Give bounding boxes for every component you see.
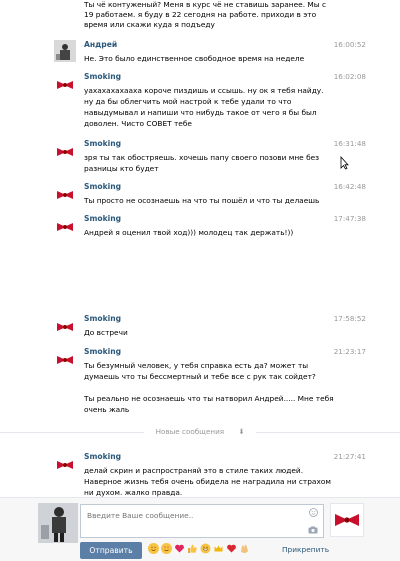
message-text: делай скрин и распространяй это в стиле таких людей. Наверное жизнь тебя очень обидела не наградила ни страхом ни духом. жалко правда. <box>84 466 331 497</box>
message-input[interactable] <box>81 505 323 537</box>
message-time[interactable]: 17:47:38 <box>333 214 366 223</box>
avatar-smoking[interactable] <box>54 349 76 371</box>
thumbs-up-emoji-icon[interactable] <box>187 543 198 554</box>
message-text: Не. Это было единственное свободное время на неделе <box>84 54 305 63</box>
message-time[interactable]: 16:00:52 <box>333 40 366 49</box>
message-author[interactable]: Smoking <box>84 214 122 223</box>
heart-emoji-icon[interactable] <box>174 543 185 554</box>
divider-label: Новые сообщения <box>150 427 231 436</box>
red-heart-emoji-icon[interactable] <box>226 543 237 554</box>
message-text: зря ты так обостряешь. хочешь папу своего позови мне без разницы кто будет <box>84 153 320 173</box>
new-messages-divider <box>0 426 400 438</box>
message-text: уахахахахааха короче пиздишь и ссышь. ну ок я тебя найду. ну да бы облегчить мой настрой к тебе удали то что навыдумывал и напиши что нибудь такое от чего я бы был доволен. Чисто СОВЕТ тебе <box>84 86 324 128</box>
message-time[interactable]: 21:27:41 <box>333 452 366 461</box>
message-author[interactable]: Smoking <box>84 182 122 191</box>
avatar-smoking[interactable] <box>54 184 76 206</box>
send-button[interactable]: Отправить <box>80 542 142 559</box>
message-text-previous: Ты чё контуженый? Меня в курс чё не ставишь заранее. Мы с 19 работаем. я буду в 22 сегодня на работе. приходи в это время или скажи куда я подъеду <box>84 0 327 29</box>
my-avatar[interactable] <box>38 503 78 543</box>
message-composer <box>0 497 400 561</box>
heart-eyes-emoji-icon[interactable] <box>161 543 172 554</box>
grin-emoji-icon[interactable] <box>200 543 211 554</box>
camera-icon[interactable] <box>308 526 318 534</box>
message-text: Андрей я оценил твой ход))) молодец так держать!)) <box>84 228 294 237</box>
mouse-cursor-icon <box>340 156 349 170</box>
avatar-andrey[interactable] <box>54 40 76 62</box>
message-time[interactable]: 16:31:48 <box>333 139 366 148</box>
message-time[interactable]: 16:02:08 <box>333 72 366 81</box>
avatar-smoking[interactable] <box>54 74 76 96</box>
message-author[interactable]: Smoking <box>84 139 122 148</box>
clap-emoji-icon[interactable] <box>239 543 250 554</box>
smile-icon[interactable] <box>309 508 318 517</box>
avatar-smoking[interactable] <box>54 141 76 163</box>
message-author[interactable]: Smoking <box>84 72 122 81</box>
smile-emoji-icon[interactable] <box>148 543 159 554</box>
message-time[interactable]: 17:58:52 <box>333 314 366 323</box>
message-time[interactable]: 21:23:17 <box>333 347 366 356</box>
recipient-avatar[interactable] <box>330 503 364 537</box>
avatar-smoking[interactable] <box>54 454 76 476</box>
arrow-down-icon: ⬇ <box>232 427 250 436</box>
message-author[interactable]: Smoking <box>84 452 122 461</box>
message-text: Ты просто не осознаешь на что ты пошёл и что ты делаешь <box>84 196 320 205</box>
attach-link[interactable]: Прикрепить <box>282 545 330 554</box>
avatar-smoking[interactable] <box>54 316 76 338</box>
message-time[interactable]: 16:42:48 <box>333 182 366 191</box>
message-text: До встречи <box>84 328 128 337</box>
message-author[interactable]: Smoking <box>84 347 122 356</box>
message-author[interactable]: Smoking <box>84 314 122 323</box>
emoji-quick-bar <box>148 543 250 557</box>
message-text: Ты безумный человек, у тебя справка есть да? может ты думаешь что ты бессмертный и тебе все с рук так сойдет? Ты реально не осознаешь что ты натворил Андрей..... Мне тебя очень жаль <box>84 361 334 414</box>
crown-emoji-icon[interactable] <box>213 543 224 554</box>
message-author[interactable]: Андрей <box>84 40 118 49</box>
message-input-box[interactable] <box>80 504 324 538</box>
avatar-smoking[interactable] <box>54 216 76 238</box>
